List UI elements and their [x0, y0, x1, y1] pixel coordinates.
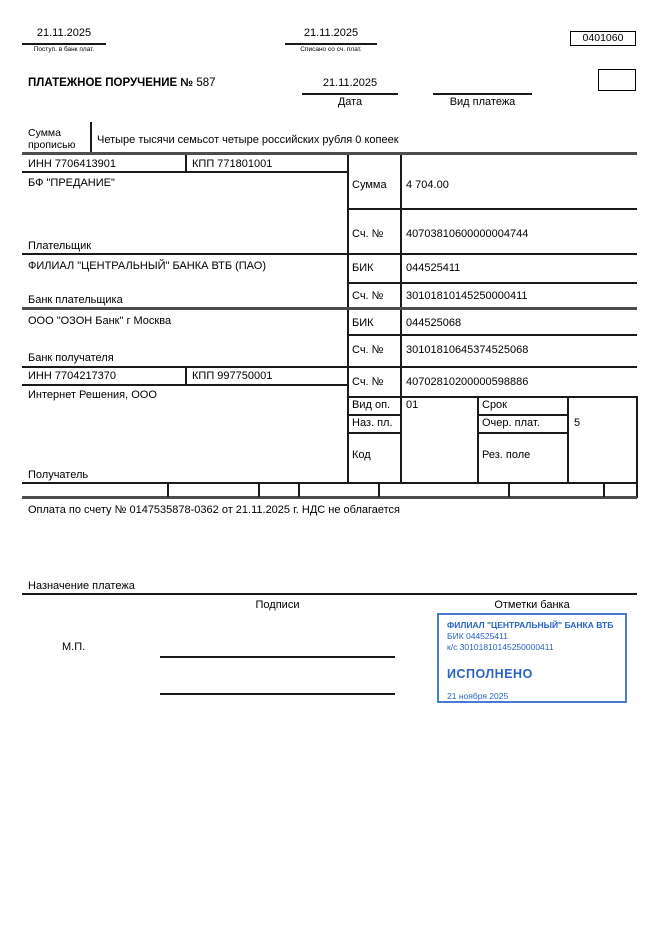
- debited-date: 21.11.2025: [303, 27, 359, 39]
- payer-account: 40703810600000004744: [406, 228, 529, 240]
- purpose-code-label: Наз. пл.: [352, 417, 393, 429]
- grid-line: [22, 366, 637, 368]
- grid-line: [477, 396, 479, 483]
- priority-label: Очер. плат.: [482, 417, 540, 429]
- amount-words-divider: [90, 122, 92, 154]
- grid-line: [477, 432, 568, 434]
- grid-line: [347, 334, 637, 336]
- stamp-status: ИСПОЛНЕНО: [447, 667, 533, 682]
- purpose-line: [22, 593, 637, 595]
- grid-line: [298, 483, 300, 497]
- grid-line: [167, 483, 169, 497]
- payee-bank-bik-label: БИК: [352, 317, 374, 329]
- doc-date: 21.11.2025: [322, 77, 378, 89]
- payer-bank-name: ФИЛИАЛ "ЦЕНТРАЛЬНЫЙ" БАНКА ВТБ (ПАО): [28, 260, 266, 272]
- payment-type-box: [598, 69, 636, 91]
- payee-bank-bik: 044525068: [406, 317, 462, 329]
- grid-line: [347, 282, 637, 284]
- purpose-label: Назначение платежа: [28, 580, 135, 592]
- payee-label: Получатель: [28, 469, 89, 481]
- payee-bank-account-label: Сч. №: [352, 344, 384, 356]
- grid-line: [258, 483, 260, 497]
- payee-bank-name: ООО "ОЗОН Банк" г Москва: [28, 315, 172, 327]
- stamp-corr-account: к/с 30101810145250000411: [447, 642, 554, 653]
- payer-account-label: Сч. №: [352, 228, 384, 240]
- payer-label: Плательщик: [28, 240, 92, 252]
- payee-bank-label: Банк получателя: [28, 352, 114, 364]
- seal-label: М.П.: [62, 641, 86, 653]
- grid-line: [22, 384, 347, 386]
- grid-line: [22, 253, 637, 255]
- section-line: [22, 152, 637, 155]
- amount-label: Сумма: [352, 179, 387, 191]
- doc-number: 587: [196, 77, 216, 89]
- bank-marks-title: Отметки банка: [494, 599, 570, 611]
- grid-line: [22, 171, 347, 173]
- payee-bank-account: 30101810645374525068: [406, 344, 529, 356]
- stamp-bank-name: ФИЛИАЛ "ЦЕНТРАЛЬНЫЙ" БАНКА ВТБ: [447, 620, 614, 630]
- term-label: Срок: [482, 399, 507, 411]
- payment-type-label: Вид платежа: [449, 96, 516, 108]
- grid-line: [347, 396, 637, 398]
- signature-line-1: [160, 656, 395, 658]
- stamp-date: 21 ноября 2025: [447, 691, 509, 702]
- priority-value: 5: [574, 417, 581, 429]
- grid-line: [185, 366, 187, 385]
- grid-line: [347, 208, 637, 210]
- grid-line: [347, 155, 349, 483]
- payer-bank-account: 30101810145250000411: [406, 290, 528, 302]
- payer-bank-account-label: Сч. №: [352, 290, 384, 302]
- signatures-title: Подписи: [255, 599, 300, 611]
- payee-inn: ИНН 7704217370: [28, 370, 117, 382]
- debited-date-label: Списано со сч. плат.: [300, 46, 362, 53]
- signature-line-2: [160, 693, 395, 695]
- payer-kpp: КПП 771801001: [192, 158, 273, 170]
- reserve-label: Рез. поле: [482, 449, 531, 461]
- form-code-box: 0401060: [570, 31, 636, 46]
- grid-line: [185, 155, 187, 172]
- payee-account: 40702810200000598886: [406, 376, 529, 388]
- received-date-line: [22, 43, 106, 45]
- payer-bank-bik-label: БИК: [352, 262, 374, 274]
- debited-date-line: [285, 43, 377, 45]
- received-date: 21.11.2025: [36, 27, 92, 39]
- grid-line: [567, 396, 569, 483]
- amount-words-value: Четыре тысячи семьсот четыре российских рубля 0 копеек: [97, 134, 399, 146]
- payee-account-label: Сч. №: [352, 376, 384, 388]
- op-type-value: 01: [406, 399, 419, 411]
- doc-date-line: [302, 93, 398, 95]
- doc-title: ПЛАТЕЖНОЕ ПОРУЧЕНИЕ №: [28, 77, 194, 89]
- code-label: Код: [352, 449, 371, 461]
- grid-line: [603, 483, 605, 497]
- stamp-bik: БИК 044525411: [447, 631, 508, 642]
- grid-line: [508, 483, 510, 497]
- payment-type-line: [433, 93, 532, 95]
- grid-line: [22, 482, 637, 484]
- section-line: [22, 496, 637, 499]
- grid-line: [378, 483, 380, 497]
- amount-value: 4 704.00: [406, 179, 449, 191]
- grid-line: [477, 414, 568, 416]
- op-type-label: Вид оп.: [352, 399, 391, 411]
- grid-line: [347, 414, 401, 416]
- doc-date-label: Дата: [337, 96, 363, 108]
- payer-inn: ИНН 7706413901: [28, 158, 117, 170]
- section-line: [22, 307, 637, 310]
- payee-kpp: КПП 997750001: [192, 370, 273, 382]
- received-date-label: Поступ. в банк плат.: [33, 46, 95, 53]
- payer-name: БФ "ПРЕДАНИЕ": [28, 177, 115, 189]
- payee-name: Интернет Решения, ООО: [28, 389, 157, 401]
- bank-stamp: [437, 613, 627, 703]
- grid-line: [347, 432, 401, 434]
- amount-words-label: Сумма прописью: [28, 127, 76, 152]
- grid-line: [400, 155, 402, 483]
- purpose-text: Оплата по счету № 0147535878-0362 от 21.11.2025 г. НДС не облагается: [28, 504, 400, 516]
- payer-bank-label: Банк плательщика: [28, 294, 123, 306]
- payer-bank-bik: 044525411: [406, 262, 461, 274]
